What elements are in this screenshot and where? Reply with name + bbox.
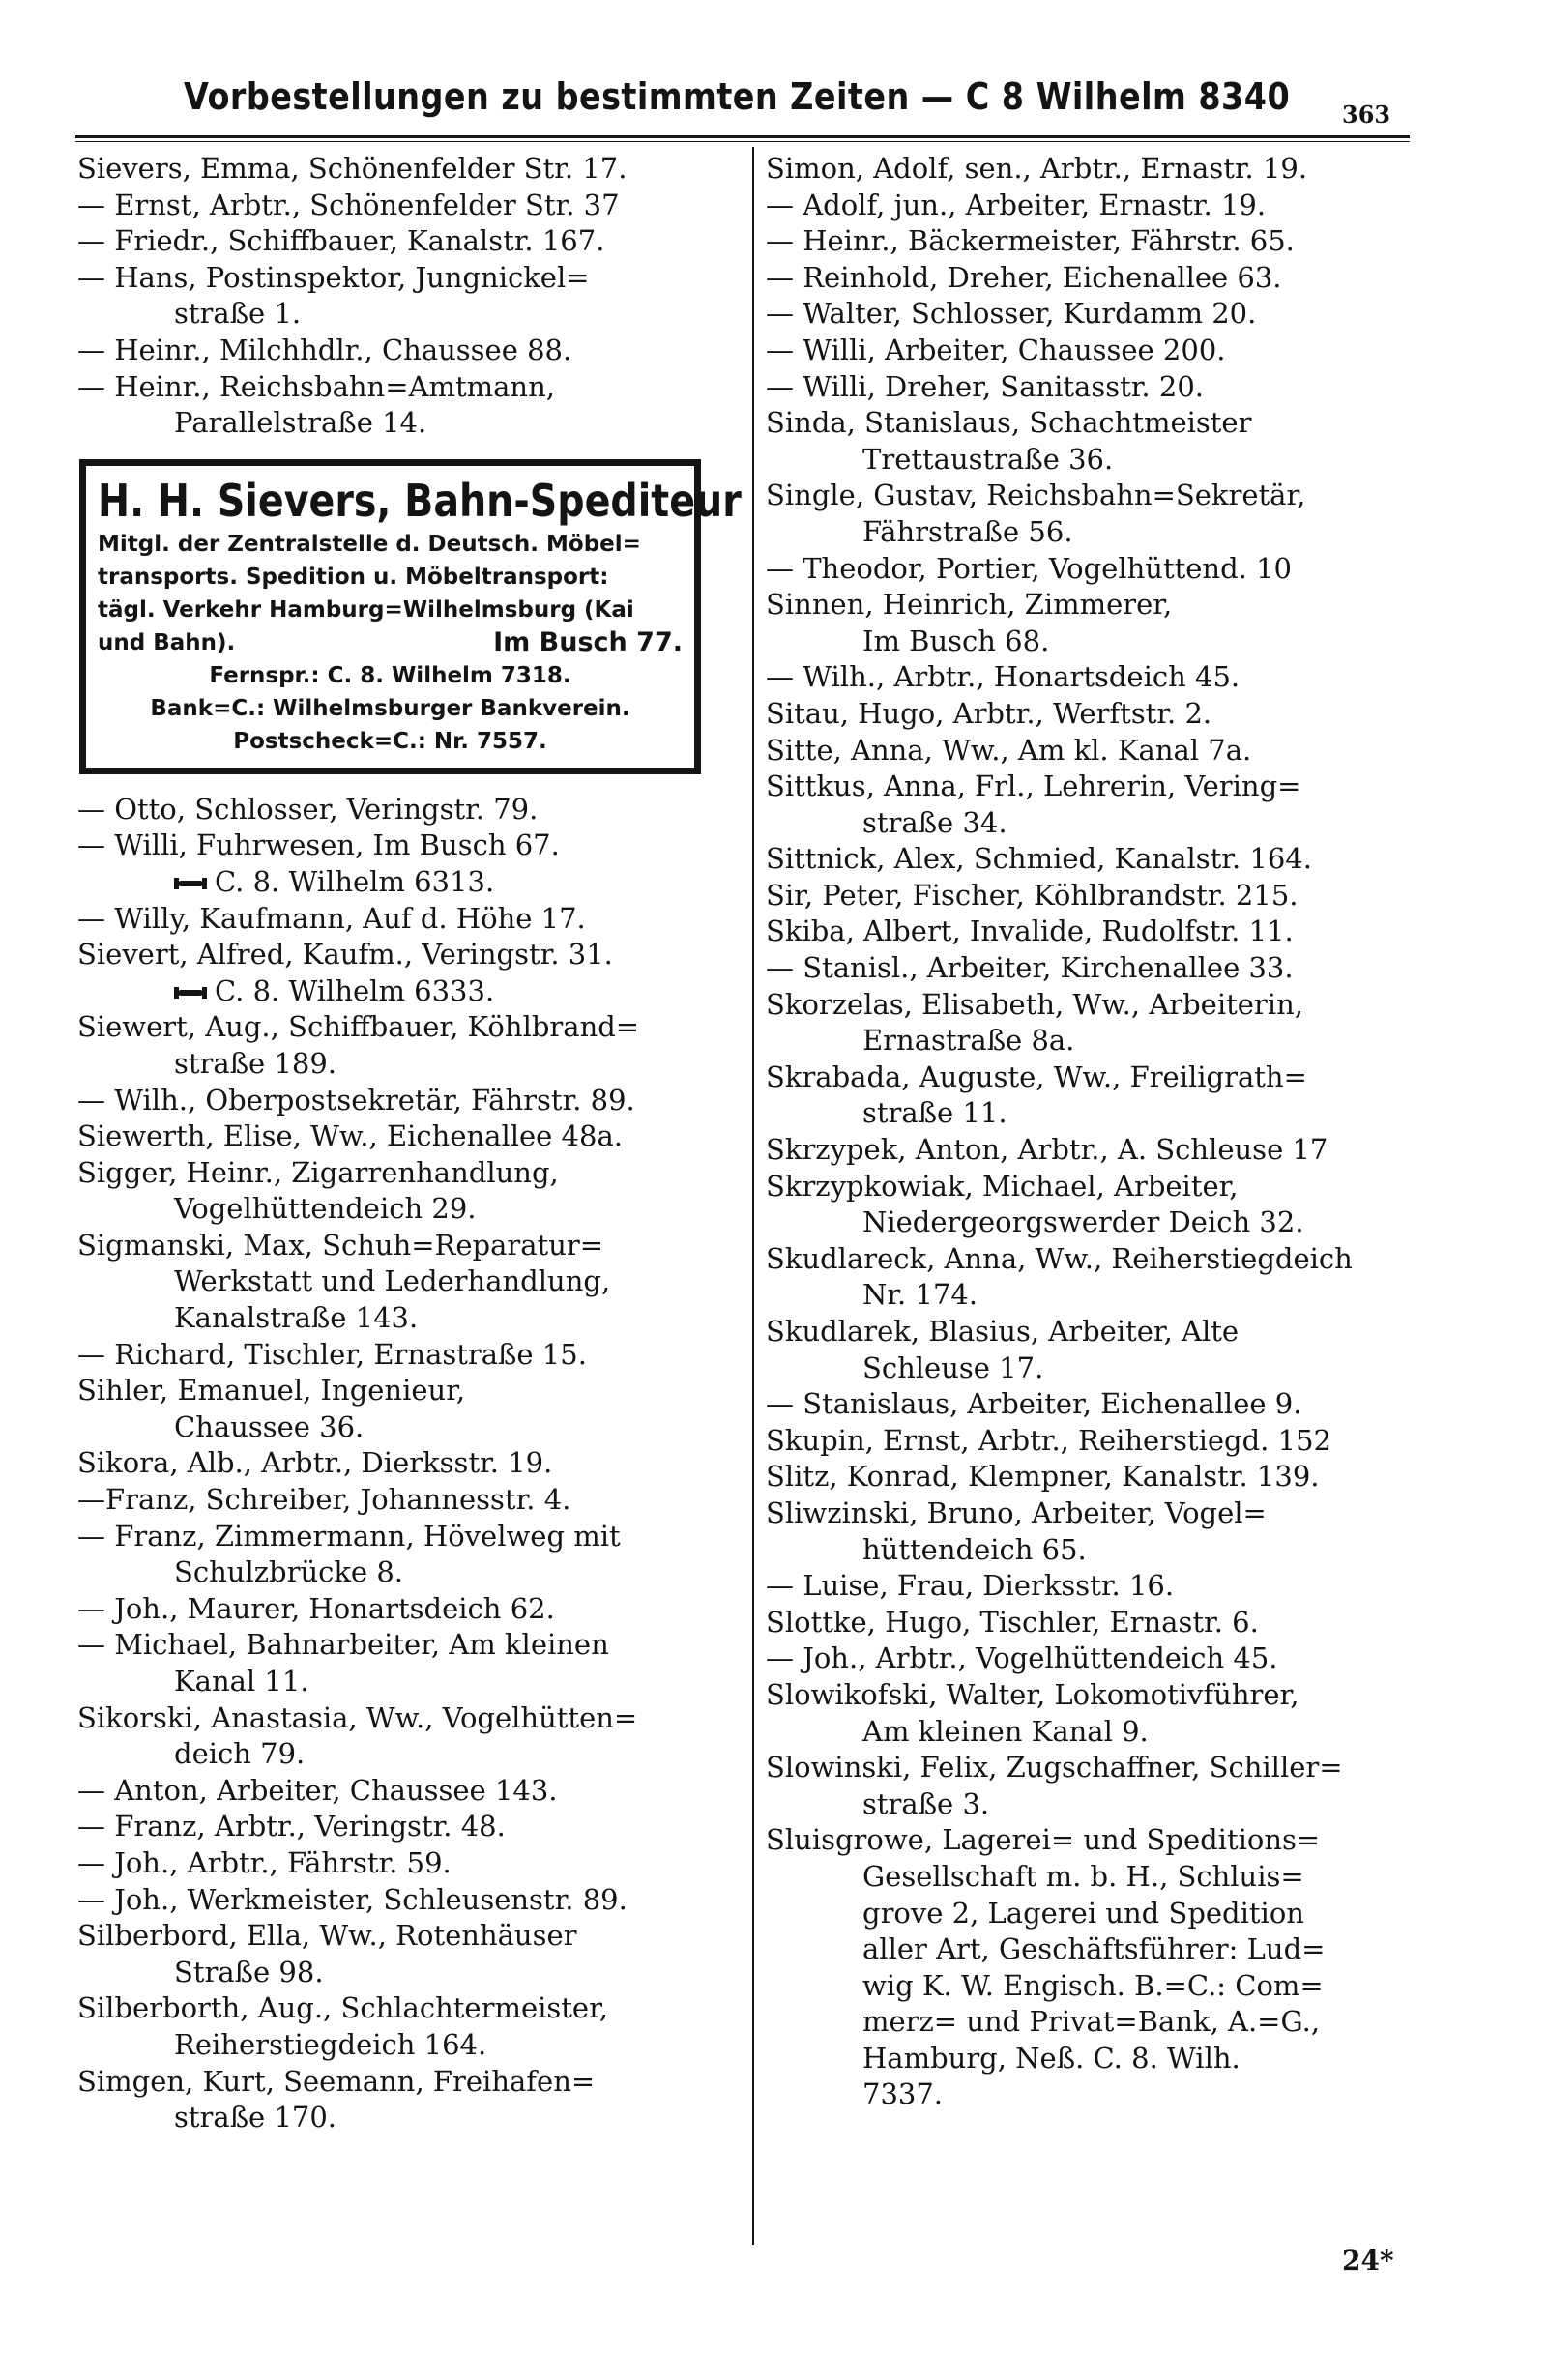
entry-continuation — [766, 805, 1412, 842]
directory-entry — [766, 1568, 1412, 1605]
directory-entry — [77, 1337, 723, 1374]
entry-text: Kanalstraße 143. — [174, 1301, 419, 1335]
entry-text: — Theodor, Portier, Vogelhüttend. 10 — [766, 551, 1293, 585]
entry-text: Skorzelas, Elisabeth, Ww., Arbeiterin, — [766, 987, 1303, 1021]
entry-line — [77, 827, 723, 864]
entry-continuation — [77, 2027, 723, 2064]
entry-line — [77, 1083, 723, 1119]
entry-text: Sir, Peter, Fischer, Köhlbrandstr. 215. — [766, 878, 1299, 912]
entry-line — [77, 369, 723, 406]
ad-line-address — [98, 626, 683, 659]
directory-entry — [766, 1640, 1412, 1677]
entry-text: — Willi, Fuhrwesen, Im Busch 67. — [77, 828, 560, 862]
entry-text: straße 34. — [862, 805, 1007, 839]
entry-text: Sievert, Alfred, Kaufm., Veringstr. 31. — [77, 938, 613, 972]
entry-line — [77, 1882, 723, 1919]
entry-text: Sievers, Emma, Schönenfelder Str. 17. — [77, 152, 628, 185]
entry-text: Sliwzinski, Bruno, Arbeiter, Vogel= — [766, 1495, 1267, 1529]
entry-text: C. 8. Wilhelm 6313. — [215, 864, 495, 898]
entry-text: Simon, Adolf, sen., Arbtr., Ernastr. 19. — [766, 152, 1308, 185]
entry-continuation — [766, 1859, 1412, 1896]
entry-text: Sinda, Stanislaus, Schachtmeister — [766, 406, 1252, 440]
entry-continuation — [77, 1554, 723, 1591]
entry-line — [766, 1132, 1412, 1169]
entry-line — [766, 1568, 1412, 1605]
entry-continuation — [766, 1532, 1412, 1569]
entry-text: Skupin, Ernst, Arbtr., Reiherstiegd. 152 — [766, 1423, 1331, 1457]
entry-line — [766, 151, 1412, 188]
directory-entry — [77, 2064, 723, 2136]
entry-text: — Michael, Bahnarbeiter, Am kleinen — [77, 1628, 609, 1662]
entry-text: — Reinhold, Dreher, Eichenallee 63. — [766, 260, 1282, 294]
entry-line — [766, 1605, 1412, 1641]
entry-line — [77, 1591, 723, 1628]
entry-line — [77, 223, 723, 260]
entry-text: — Franz, Arbtr., Veringstr. 48. — [77, 1810, 506, 1843]
entry-text: — Joh., Werkmeister, Schleusenstr. 89. — [77, 1882, 628, 1916]
directory-entry — [766, 1059, 1412, 1132]
directory-entry — [77, 827, 723, 900]
entry-text: Skrzypkowiak, Michael, Arbeiter, — [766, 1169, 1239, 1203]
entry-line — [77, 1700, 723, 1737]
directory-entry — [766, 841, 1412, 878]
entry-text: Sitte, Anna, Ww., Am kl. Kanal 7a. — [766, 733, 1252, 767]
signature-mark: 24* — [1342, 2245, 1394, 2277]
directory-entry — [77, 188, 723, 224]
ad-line: transports. Spedition u. Möbeltransport: — [98, 564, 609, 590]
entry-continuation — [766, 1714, 1412, 1751]
directory-entry — [766, 551, 1412, 588]
entry-text: Sittnick, Alex, Schmied, Kanalstr. 164. — [766, 842, 1312, 876]
entry-text: — Stanislaus, Arbeiter, Eichenallee 9. — [766, 1387, 1302, 1421]
entry-line — [77, 1228, 723, 1264]
entry-line — [77, 792, 723, 828]
entry-text: Siewert, Aug., Schiffbauer, Köhlbrand= — [77, 1010, 640, 1044]
entry-text: Siewerth, Elise, Ww., Eichenallee 48a. — [77, 1119, 623, 1153]
entry-text: — Franz, Zimmermann, Hövelweg mit — [77, 1519, 621, 1553]
directory-entry — [766, 950, 1412, 987]
entry-text: Reiherstiegdeich 164. — [174, 2027, 487, 2061]
entry-text: Sikora, Alb., Arbtr., Dierksstr. 19. — [77, 1446, 553, 1480]
entry-text: wig K. W. Engisch. B.=C.: Com= — [862, 1968, 1324, 2002]
directory-entry — [766, 587, 1412, 659]
entry-text: — Anton, Arbeiter, Chaussee 143. — [77, 1773, 558, 1807]
entry-line — [766, 841, 1412, 878]
entry-text: Sluisgrowe, Lagerei= und Speditions= — [766, 1823, 1321, 1857]
entry-line — [766, 1059, 1412, 1096]
entry-text: Skudlareck, Anna, Ww., Reiherstiegdeich — [766, 1241, 1353, 1275]
entry-text: — Joh., Maurer, Honartsdeich 62. — [77, 1591, 555, 1625]
ad-line: Mitgl. der Zentralstelle d. Deutsch. Möbel= — [98, 531, 641, 557]
right-column — [766, 151, 1412, 2113]
ad-postscheck: Postscheck=C.: Nr. 7557. — [233, 728, 547, 754]
directory-entry — [766, 151, 1412, 188]
entry-text: Trettaustraße 36. — [862, 442, 1114, 476]
ad-title: H. H. Sievers, Bahn-Spediteur — [98, 474, 742, 527]
entry-text: straße 1. — [174, 297, 302, 331]
directory-entry — [766, 914, 1412, 950]
entry-text: — Heinr., Bäckermeister, Fährstr. 65. — [766, 224, 1295, 258]
entry-continuation — [766, 2076, 1412, 2113]
directory-entry — [77, 1445, 723, 1482]
entry-text: hüttendeich 65. — [862, 1532, 1087, 1566]
entry-line — [766, 1169, 1412, 1205]
directory-entry — [77, 333, 723, 369]
entry-text: Schulzbrücke 8. — [174, 1555, 403, 1589]
entry-continuation — [77, 1300, 723, 1337]
entry-text: straße 3. — [862, 1786, 990, 1820]
entry-line — [766, 1822, 1412, 1859]
entry-text: straße 170. — [174, 2101, 337, 2134]
entry-continuation — [766, 2004, 1412, 2041]
telephone-icon — [174, 987, 207, 999]
directory-entry — [77, 1155, 723, 1228]
entry-continuation — [77, 1955, 723, 1991]
entry-continuation — [766, 1896, 1412, 1932]
directory-entry — [77, 1118, 723, 1155]
entry-line — [77, 1990, 723, 2027]
entry-continuation — [766, 1095, 1412, 1132]
directory-entry — [766, 987, 1412, 1059]
entry-text: Sinnen, Heinrich, Zimmerer, — [766, 588, 1173, 622]
entry-line — [766, 223, 1412, 260]
directory-entry — [766, 369, 1412, 406]
entry-text: — Willi, Dreher, Sanitasstr. 20. — [766, 369, 1204, 403]
directory-entry — [766, 478, 1412, 550]
entry-text: — Stanisl., Arbeiter, Kirchenallee 33. — [766, 951, 1294, 985]
entry-text: Simgen, Kurt, Seemann, Freihafen= — [77, 2064, 596, 2098]
entry-continuation — [77, 1409, 723, 1446]
entry-continuation — [77, 296, 723, 333]
entry-text: merz= und Privat=Bank, A.=G., — [862, 2005, 1321, 2039]
entry-line — [77, 1118, 723, 1155]
directory-entry — [766, 659, 1412, 696]
entry-text: Schleuse 17. — [862, 1350, 1044, 1384]
directory-entry — [766, 878, 1412, 914]
directory-entry — [766, 1495, 1412, 1568]
entry-text: Skudlarek, Blasius, Arbeiter, Alte — [766, 1315, 1240, 1348]
entry-text: Skrzypek, Anton, Arbtr., A. Schleuse 17 — [766, 1133, 1328, 1167]
entry-line — [77, 1519, 723, 1555]
entry-text: Vogelhüttendeich 29. — [174, 1192, 477, 1226]
entry-text: aller Art, Geschäftsführer: Lud= — [862, 1932, 1326, 1966]
entry-text: — Friedr., Schiffbauer, Kanalstr. 167. — [77, 224, 605, 258]
header-rule-thin — [75, 141, 1410, 142]
entry-line — [766, 405, 1412, 442]
entry-text: Ernastraße 8a. — [862, 1024, 1075, 1058]
entry-continuation — [77, 1191, 723, 1228]
ad-phone: Fernspr.: C. 8. Wilhelm 7318. — [209, 662, 571, 688]
directory-entry — [77, 1591, 723, 1628]
entry-text: Single, Gustav, Reichsbahn=Sekretär, — [766, 479, 1306, 512]
entry-line — [77, 1845, 723, 1882]
entry-line — [766, 1750, 1412, 1786]
entry-line — [77, 1373, 723, 1409]
entry-text: — Richard, Tischler, Ernastraße 15. — [77, 1337, 587, 1371]
entry-text: Silberborth, Aug., Schlachtermeister, — [77, 1991, 608, 2025]
entry-line — [766, 1386, 1412, 1423]
entry-text: — Heinr., Reichsbahn=Amtmann, — [77, 369, 555, 403]
entry-text: Werkstatt und Lederhandlung, — [174, 1264, 611, 1298]
directory-entry — [766, 188, 1412, 224]
entry-text: — Joh., Arbtr., Fährstr. 59. — [77, 1845, 452, 1879]
entry-line — [77, 937, 723, 973]
entry-text: Sihler, Emanuel, Ingenieur, — [77, 1374, 466, 1408]
entry-text: Im Busch 68. — [862, 624, 1050, 657]
entry-line — [766, 914, 1412, 950]
directory-entry — [766, 1605, 1412, 1641]
entry-continuation — [77, 1263, 723, 1300]
entry-text: Skrabada, Auguste, Ww., Freiligrath= — [766, 1059, 1307, 1093]
entry-line — [766, 1423, 1412, 1460]
entry-line — [766, 296, 1412, 333]
entry-text: — Walter, Schlosser, Kurdamm 20. — [766, 297, 1257, 331]
entry-text: Nr. 174. — [862, 1278, 978, 1312]
column-divider — [752, 147, 754, 2245]
entry-continuation — [766, 514, 1412, 551]
entry-text: —Franz, Schreiber, Johannesstr. 4. — [77, 1483, 571, 1517]
entry-text: Slowinski, Felix, Zugschaffner, Schiller= — [766, 1751, 1343, 1785]
directory-entry — [766, 1241, 1412, 1314]
entry-line — [77, 1155, 723, 1192]
directory-entry — [77, 1700, 723, 1773]
left-entries-top — [77, 151, 723, 442]
entry-continuation — [77, 2100, 723, 2136]
directory-entry — [766, 1169, 1412, 1241]
entry-text: — Joh., Arbtr., Vogelhüttendeich 45. — [766, 1641, 1278, 1675]
directory-entry — [766, 405, 1412, 478]
entry-line — [766, 260, 1412, 297]
entry-text: straße 189. — [174, 1046, 337, 1080]
entry-text: — Willi, Arbeiter, Chaussee 200. — [766, 333, 1226, 366]
right-entries — [766, 151, 1412, 2113]
entry-continuation — [766, 624, 1412, 660]
directory-entry — [77, 260, 723, 333]
entry-text: Slowikofski, Walter, Lokomotivführer, — [766, 1677, 1299, 1711]
entry-line — [77, 1337, 723, 1374]
entry-continuation — [766, 1023, 1412, 1059]
directory-entry — [766, 769, 1412, 841]
entry-text: Sittkus, Anna, Frl., Lehrerin, Vering= — [766, 769, 1301, 803]
entry-line — [766, 1677, 1412, 1714]
advertisement-box — [79, 459, 742, 774]
page-number: 363 — [1342, 101, 1391, 129]
entry-text: Chaussee 36. — [174, 1409, 365, 1443]
directory-entry — [766, 333, 1412, 369]
running-header: Vorbestellungen zu bestimmten Zeiten — C 8 Wilhelm 8340 — [184, 75, 1291, 118]
entry-line — [766, 987, 1412, 1024]
entry-text: — Wilh., Oberpostsekretär, Fährstr. 89. — [77, 1083, 635, 1117]
entry-line — [766, 769, 1412, 805]
entry-text: Sigmanski, Max, Schuh=Reparatur= — [77, 1228, 604, 1262]
entry-line — [77, 260, 723, 297]
entry-text: C. 8. Wilhelm 6333. — [215, 973, 495, 1007]
directory-entry — [766, 1132, 1412, 1169]
directory-entry — [77, 369, 723, 442]
directory-entry — [766, 696, 1412, 733]
directory-entry — [766, 296, 1412, 333]
entry-line — [766, 1495, 1412, 1532]
directory-entry — [77, 937, 723, 1009]
entry-text: Am kleinen Kanal 9. — [862, 1714, 1149, 1748]
ad-line: tägl. Verkehr Hamburg=Wilhelmsburg (Kai — [98, 596, 634, 623]
entry-continuation — [766, 1350, 1412, 1387]
entry-text: Slitz, Konrad, Klempner, Kanalstr. 139. — [766, 1460, 1320, 1494]
directory-entry — [766, 1677, 1412, 1750]
entry-text: grove 2, Lagerei und Spedition — [862, 1896, 1304, 1930]
entry-continuation — [77, 405, 723, 442]
entry-text: — Heinr., Milchhdlr., Chaussee 88. — [77, 333, 572, 366]
entry-text: Parallelstraße 14. — [174, 406, 427, 440]
entry-line — [766, 1459, 1412, 1495]
entry-line — [77, 151, 723, 188]
left-column — [77, 151, 742, 2136]
entry-text: Straße 98. — [174, 1955, 324, 1988]
entry-text: Gesellschaft m. b. H., Schluis= — [862, 1859, 1304, 1893]
entry-continuation — [766, 1277, 1412, 1314]
entry-continuation — [77, 1046, 723, 1083]
entry-text: Silberbord, Ella, Ww., Rotenhäuser — [77, 1919, 577, 1953]
entry-text: deich 79. — [174, 1737, 306, 1771]
entry-text: Fährstraße 56. — [862, 514, 1073, 548]
entry-line — [77, 1482, 723, 1519]
directory-entry — [77, 1773, 723, 1810]
entry-continuation — [766, 2041, 1412, 2077]
entry-line — [766, 1314, 1412, 1350]
entry-text: — Hans, Postinspektor, Jungnickel= — [77, 260, 590, 294]
entry-line — [766, 878, 1412, 914]
entry-line — [766, 1241, 1412, 1278]
entry-text: straße 11. — [862, 1096, 1007, 1130]
ad-address: Im Busch 77. — [493, 626, 683, 657]
entry-continuation — [77, 1664, 723, 1700]
entry-text: — Wilh., Arbtr., Honartsdeich 45. — [766, 660, 1241, 694]
directory-entry — [77, 1373, 723, 1445]
directory-entry — [77, 1990, 723, 2063]
entry-continuation — [766, 1968, 1412, 2005]
directory-entry — [77, 151, 723, 188]
entry-continuation — [766, 1205, 1412, 1241]
entry-continuation — [77, 973, 723, 1010]
entry-line — [77, 188, 723, 224]
entry-text: Sitau, Hugo, Arbtr., Werftstr. 2. — [766, 696, 1212, 730]
directory-entry — [766, 1386, 1412, 1423]
directory-entry — [77, 1482, 723, 1519]
directory-entry — [77, 223, 723, 260]
entry-line — [77, 1627, 723, 1664]
entry-continuation — [766, 1786, 1412, 1823]
header-rule — [75, 135, 1410, 138]
directory-entry — [77, 1083, 723, 1119]
entry-line — [766, 587, 1412, 624]
directory-entry — [766, 733, 1412, 769]
entry-line — [77, 333, 723, 369]
entry-text: Sigger, Heinr., Zigarrenhandlung, — [77, 1155, 559, 1189]
directory-entry — [77, 901, 723, 938]
directory-entry — [766, 1822, 1412, 2113]
entry-line — [766, 369, 1412, 406]
entry-text: — Luise, Frau, Dierksstr. 16. — [766, 1569, 1175, 1603]
entry-line — [77, 1809, 723, 1845]
telephone-icon — [174, 878, 207, 889]
entry-text: Skiba, Albert, Invalide, Rudolfstr. 11. — [766, 914, 1294, 948]
entry-line — [766, 333, 1412, 369]
directory-entry — [766, 1459, 1412, 1495]
entry-text: — Ernst, Arbtr., Schönenfelder Str. 37 — [77, 188, 620, 221]
left-entries-bottom — [77, 792, 723, 2136]
ad-bank: Bank=C.: Wilhelmsburger Bankverein. — [150, 695, 630, 721]
entry-continuation — [77, 1736, 723, 1773]
entry-text: — Adolf, jun., Arbeiter, Ernastr. 19. — [766, 188, 1267, 221]
entry-text: — Otto, Schlosser, Veringstr. 79. — [77, 792, 539, 826]
entry-continuation — [766, 442, 1412, 479]
entry-line — [766, 551, 1412, 588]
entry-line — [77, 1773, 723, 1810]
entry-line — [77, 901, 723, 938]
directory-entry — [766, 1423, 1412, 1460]
entry-line — [77, 2064, 723, 2101]
directory-entry — [77, 1519, 723, 1591]
entry-line — [766, 950, 1412, 987]
entry-line — [766, 733, 1412, 769]
entry-text: Niedergeorgswerder Deich 32. — [862, 1205, 1304, 1239]
directory-entry — [766, 1314, 1412, 1386]
directory-entry — [77, 1882, 723, 1919]
directory-entry — [77, 1009, 723, 1082]
directory-entry — [77, 792, 723, 828]
directory-entry — [77, 1809, 723, 1845]
directory-entry — [77, 1918, 723, 1990]
directory-entry — [77, 1627, 723, 1699]
directory-entry — [77, 1845, 723, 1882]
entry-text: Kanal 11. — [174, 1665, 309, 1698]
entry-continuation — [77, 864, 723, 901]
entry-line — [77, 1918, 723, 1955]
directory-entry — [77, 1228, 723, 1337]
directory-entry — [766, 223, 1412, 260]
directory-entry — [766, 1750, 1412, 1822]
entry-continuation — [766, 1931, 1412, 1968]
entry-line — [766, 696, 1412, 733]
entry-line — [77, 1009, 723, 1046]
ad-line: und Bahn). — [98, 629, 236, 655]
entry-text: — Willy, Kaufmann, Auf d. Höhe 17. — [77, 901, 586, 935]
entry-line — [766, 1640, 1412, 1677]
entry-text: 7337. — [862, 2077, 944, 2111]
entry-line — [766, 659, 1412, 696]
entry-text: Sikorski, Anastasia, Ww., Vogelhütten= — [77, 1700, 638, 1734]
directory-entry — [766, 260, 1412, 297]
entry-line — [766, 478, 1412, 514]
entry-line — [766, 188, 1412, 224]
entry-line — [77, 1445, 723, 1482]
entry-text: Slottke, Hugo, Tischler, Ernastr. 6. — [766, 1605, 1259, 1639]
entry-text: Hamburg, Neß. C. 8. Wilh. — [862, 2041, 1241, 2075]
